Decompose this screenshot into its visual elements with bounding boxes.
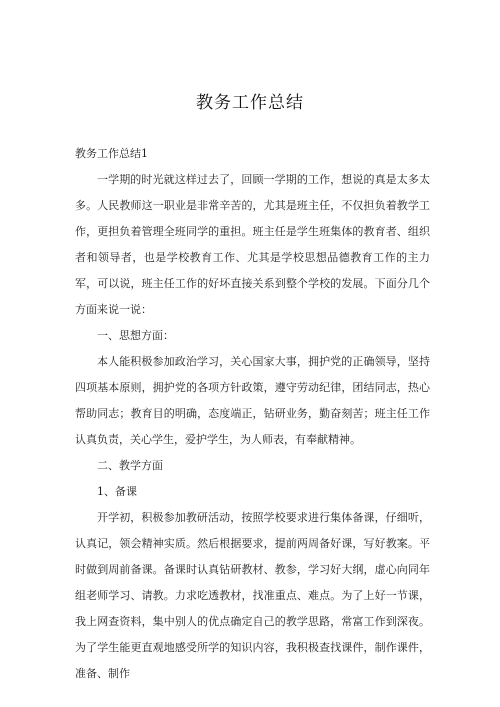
body-paragraph: 开学初，积极参加教研活动，按照学校要求进行集体备课，仔细听，认真记，领会精神实质。然后根据要求，提前两周备好课，写好教案。平时做到周前备课。备课时认真钻研教材、教参，学习好大纲，虚心向同年组老师学习、请教。力求吃透教材，找准重点、难点。为了上好一节课，我上网查资料，集中别人的优点确定自己的教学思路，常富工作到深夜。为了学生能更直观地感受所学的知识内容，我积极查找课件，制作课件，准备、制作 [75,511,430,680]
section-heading: 教务工作总结1 [75,147,148,160]
document-title: 教务工作总结 [196,93,304,113]
document-body [75,141,430,687]
subsection-heading: 二、教学方面 [97,459,163,472]
body-paragraph: 本人能积极参加政治学习，关心国家大事，拥护党的正确领导，坚持四项基本原则，拥护党的各项方针政策，遵守劳动纪律，团结同志，热心帮助同志；教育目的明确，态度端正，钻研业务，勤奋刻苦；班主任工作认真负责，关心学生，爱护学生，为人师表，有奉献精神。 [75,355,430,446]
body-paragraph: 一学期的时光就这样过去了，回顾一学期的工作，想说的真是太多太多。人民教师这一职业是非常辛苦的，尤其是班主任，不仅担负着教学工作，更担负着管理全班同学的重担。班主任是学生班集体的教育者、组织者和领导者，也是学校教育工作、尤其是学校思想品德教育工作的主力军，可以说，班主任工作的好坏直接关系到整个学校的发展。下面分几个方面来说一说： [75,173,430,316]
subsection-heading: 1、备课 [97,485,137,498]
subsection-heading: 一、思想方面： [97,329,174,342]
